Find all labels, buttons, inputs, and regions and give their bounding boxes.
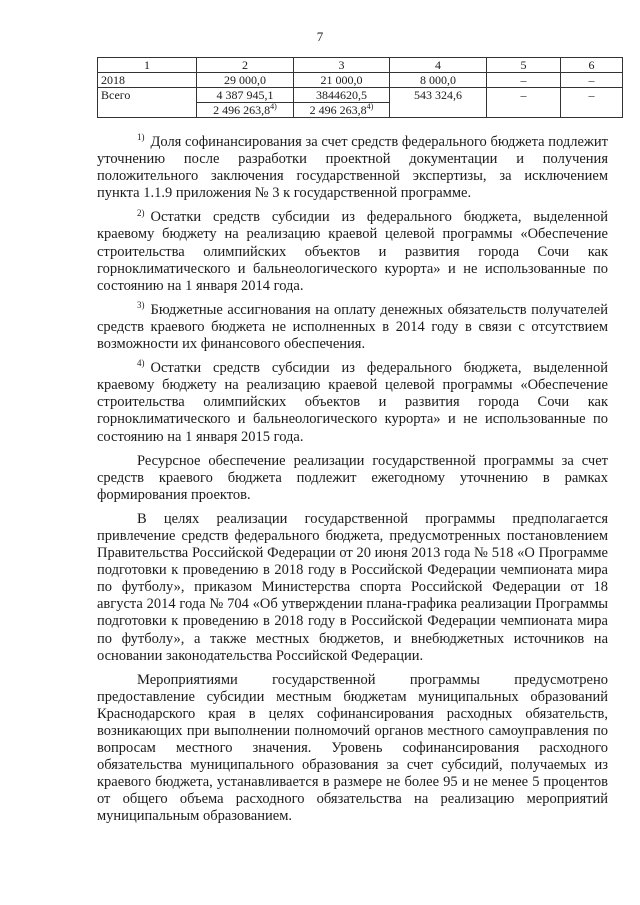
footnote-ref: 4): [366, 102, 374, 111]
table-cell: 29 000,0: [197, 73, 294, 88]
page-number: 7: [316, 29, 324, 44]
header-cell: 4: [390, 58, 487, 73]
footnote-mark: 2): [137, 207, 145, 218]
footnote-mark: 4): [137, 358, 145, 369]
table-cell: 4 387 945,1: [197, 88, 294, 103]
paragraph: В целях реализации государственной программы предполагается привлечение средств федерального бюджета, предусмотренных постановлением Правительства Российской Федерации от 20 июня 2013 года № 518 «О Программе подготовки к проведению в 2018 году в Российской Федерации чемпионата мира по футболу», приказом Министерства спорта Российской Федерации от 18 августа 2014 года № 704 «Об утверждении плана-графика реализации Программы подготовки к проведению в 2018 году в Российской Федерации чемпионата мира по футболу», а также местных бюджетов, и внебюджетных источников на основании законодательства Российской Федерации.: [97, 510, 608, 664]
table-cell: [294, 103, 390, 118]
footnote-text: Доля софинансирования за счет средств федерального бюджета подлежит уточнению после разработки проектной документации и получения положительного заключения государственной экспертизы, за исключением пункта 1.1.9 приложения № 3 к государственной программе.: [97, 134, 608, 202]
table-cell: 3844620,5: [294, 88, 390, 103]
header-cell: 6: [561, 58, 623, 73]
table-row: [98, 73, 623, 88]
footnote: [97, 302, 608, 353]
cell-value: 2 496 263,8: [213, 103, 271, 117]
paragraph: Мероприятиями государственной программы предусмотрено предоставление субсидии местным бюджетам муниципальных образований Краснодарского края в целях софинансирования расходных обязательств, возникающих при выполнении полномочий органов местного самоуправления по вопросам местного значения. Уровень софинансирования расходного обязательства муниципального образования за счет субсидий, получаемых из краевого бюджета, устанавливается в размере не более 95 и не менее 5 процентов от общего объема расходного обязательства на реализацию мероприятий муниципальным образованием.: [97, 671, 608, 825]
footnote-text: Бюджетные ассигнования на оплату денежных обязательств получателей средств краевого бюджета не исполненных в 2014 году в связи с отсутствием возможности их финансового обеспечения.: [97, 301, 608, 353]
header-cell: 3: [294, 58, 390, 73]
footnote: [97, 134, 608, 202]
footnote-text: Остатки средств субсидии из федерального бюджета, выделенной краевому бюджету на реализацию краевой целевой программы «Обеспечение строительства олимпийских объектов и развития города Сочи как горноклиматического и бальнеологического курорта» и не использованные по состоянию на 1 января 2015 года.: [97, 360, 608, 445]
paragraph: Ресурсное обеспечение реализации государственной программы за счет средств краевого бюджета подлежит ежегодному уточнению в рамках формирования проектов.: [97, 452, 608, 503]
table-cell: 8 000,0: [390, 73, 487, 88]
table-cell: –: [561, 88, 623, 118]
footnote-text: Остатки средств субсидии из федерального бюджета, выделенной краевому бюджету на реализацию краевой целевой программы «Обеспечение строительства олимпийских объектов и развития города Сочи как горноклиматического и бальнеологического курорта» и не использованные по состоянию на 1 января 2014 года.: [97, 209, 608, 294]
header-cell: 1: [98, 58, 197, 73]
funding-table: [97, 57, 623, 118]
table-row: [98, 88, 623, 103]
footnote: [97, 360, 608, 445]
cell-value: 2 496 263,8: [309, 103, 367, 117]
table-cell: 543 324,6: [390, 88, 487, 118]
table-header-row: [98, 58, 623, 73]
table-cell: –: [561, 73, 623, 88]
document-body: [97, 134, 608, 833]
table-cell: –: [487, 73, 561, 88]
table-cell: 21 000,0: [294, 73, 390, 88]
table-cell: [197, 103, 294, 118]
row-label: Всего: [98, 88, 197, 118]
footnote-mark: 3): [137, 300, 145, 311]
table-cell: –: [487, 88, 561, 118]
footnote-ref: 4): [270, 102, 277, 111]
header-cell: 5: [487, 58, 561, 73]
header-cell: 2: [197, 58, 294, 73]
footnote-mark: 1): [137, 132, 145, 143]
footnote: [97, 209, 608, 294]
row-label: 2018: [98, 73, 197, 88]
